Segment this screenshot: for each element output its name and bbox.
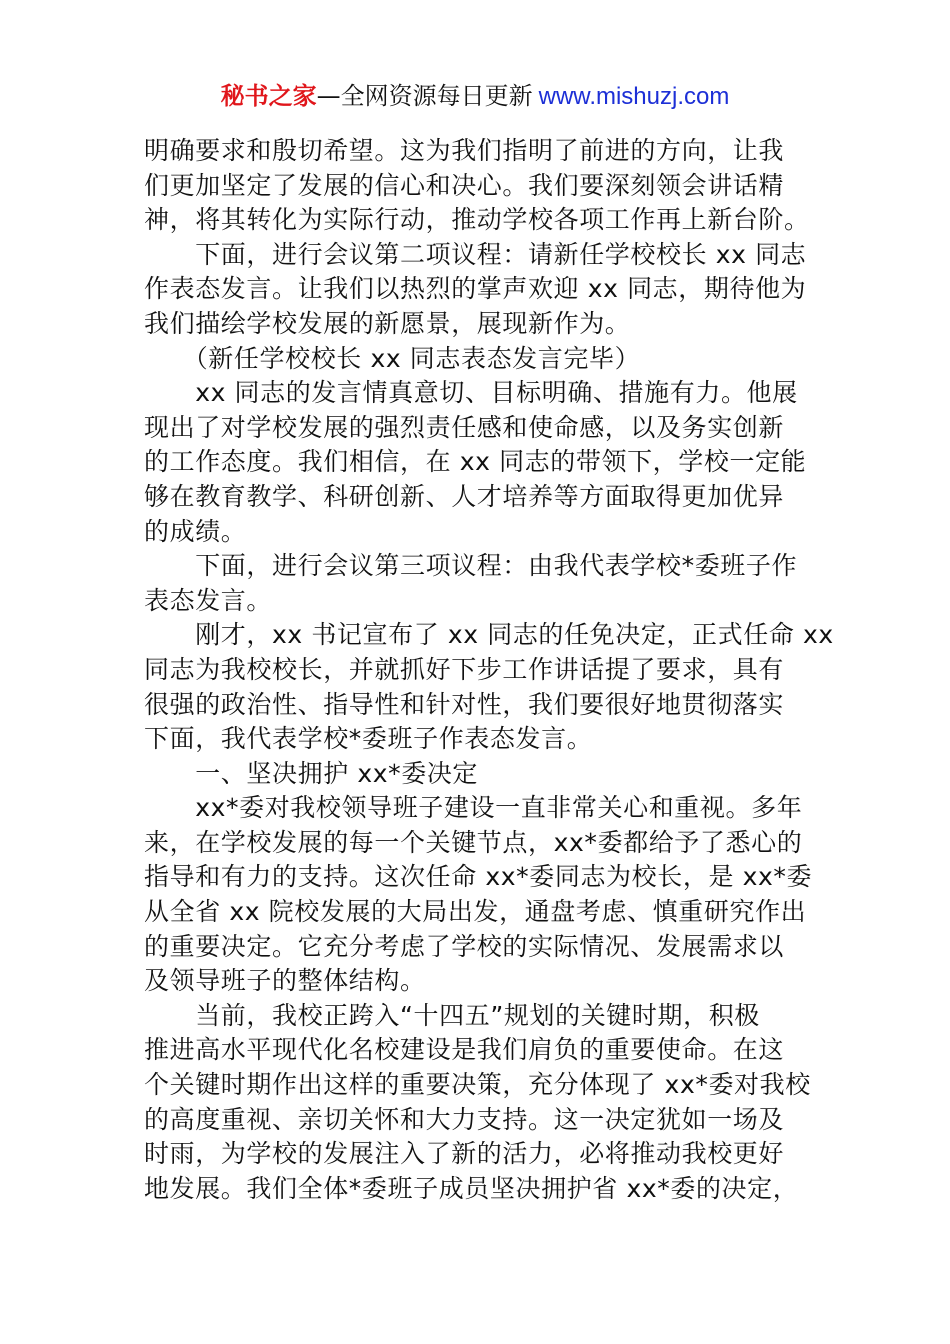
text-line: 同志为我校校长，并就抓好下步工作讲话提了要求，具有 [144,654,785,684]
text-line: xx 同志的发言情真意切、目标明确、措施有力。他展 [144,378,798,408]
text-line: 的成绩。 [144,516,247,546]
text-line: 够在教育教学、科研创新、人才培养等方面取得更加优异 [144,481,785,511]
text-line: 从全省 xx 院校发展的大局出发，通盘考虑、慎重研究作出 [144,897,807,927]
site-url-link[interactable]: www.mishuzj.com [538,83,730,110]
text-line: 一、坚决拥护 xx*委决定 [144,758,479,788]
text-line: 作表态发言。让我们以热烈的掌声欢迎 xx 同志，期待他为 [144,274,807,304]
text-line: 的高度重视、亲切关怀和大力支持。这一决定犹如一场及 [144,1104,785,1134]
text-line: 推进高水平现代化名校建设是我们肩负的重要使命。在这 [144,1035,785,1065]
text-line: 时雨，为学校的发展注入了新的活力，必将推动我校更好 [144,1139,785,1169]
text-line: 及领导班子的整体结构。 [144,966,426,996]
text-line: （新任学校校长 xx 同志表态发言完毕） [144,343,641,373]
page-header [0,80,950,113]
text-line: 下面，进行会议第三项议程：由我代表学校*委班子作 [144,551,798,581]
text-line: 神，将其转化为实际行动，推动学校各项工作再上新台阶。 [144,205,810,235]
text-line: 下面，我代表学校*委班子作表态发言。 [144,724,593,754]
document-body [144,134,834,1206]
text-line: 我们描绘学校发展的新愿景，展现新作为。 [144,308,631,338]
text-line: 当前，我校正跨入“十四五”规划的关键时期，积极 [144,1000,760,1030]
text-line: 们更加坚定了发展的信心和决心。我们要深刻领会讲话精 [144,170,785,200]
text-line: 表态发言。 [144,585,273,615]
text-line: 的工作态度。我们相信，在 xx 同志的带领下，学校一定能 [144,447,807,477]
text-line: 个关键时期作出这样的重要决策，充分体现了 xx*委对我校 [144,1070,811,1100]
text-line: 明确要求和殷切希望。这为我们指明了前进的方向，让我 [144,136,785,165]
text-line: 指导和有力的支持。这次任命 xx*委同志为校长，是 xx*委 [144,862,813,892]
text-line: 的重要决定。它充分考虑了学校的实际情况、发展需求以 [144,931,785,961]
text-line: 地发展。我们全体*委班子成员坚决拥护省 xx*委的决定， [144,1173,799,1203]
text-line: 来，在学校发展的每一个关键节点，xx*委都给予了悉心的 [144,827,803,857]
text-line: 下面，进行会议第二项议程：请新任学校校长 xx 同志 [144,239,807,269]
text-line: 很强的政治性、指导性和针对性，我们要很好地贯彻落实 [144,689,785,719]
header-tagline: —全网资源每日更新 [316,82,533,110]
text-line: xx*委对我校领导班子建设一直非常关心和重视。多年 [144,793,803,823]
text-line: 刚才，xx 书记宣布了 xx 同志的任免决定，正式任命 xx [144,620,834,650]
text-line: 现出了对学校发展的强烈责任感和使命感，以及务实创新 [144,412,785,442]
brand-name: 秘书之家 [220,82,317,110]
